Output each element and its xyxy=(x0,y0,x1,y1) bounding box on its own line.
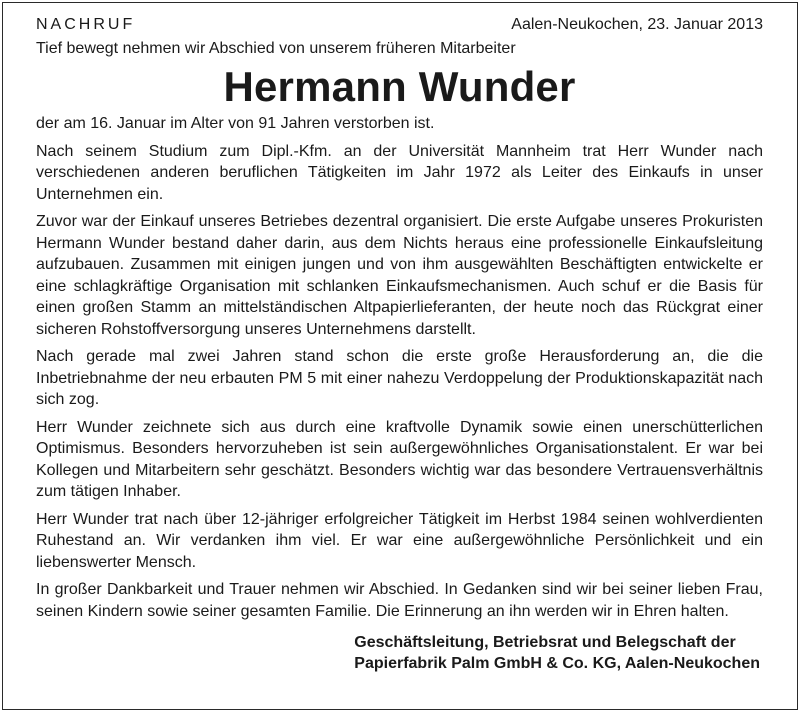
paragraph-retirement: Herr Wunder trat nach über 12-jähriger erfolgreicher Tätigkeit im Herbst 1984 seinen wohlverdienten Ruhestand an. Wir verdanken ihm viel. Er war eine außergewöhnliche Persönlichkeit und ein liebenswerter Mensch. xyxy=(36,510,763,571)
intro-line: Tief bewegt nehmen wir Abschied von unserem früheren Mitarbeiter xyxy=(36,40,516,57)
signature-line-1: Geschäftsleitung, Betriebsrat und Belegschaft der xyxy=(354,634,736,651)
header-row xyxy=(36,14,763,36)
signature-line-2: Papierfabrik Palm GmbH & Co. KG, Aalen-Neukochen xyxy=(354,655,760,672)
signature-block xyxy=(36,632,763,674)
place-date: Aalen-Neukochen, 23. Januar 2013 xyxy=(511,16,763,33)
paragraph-career-start: Nach seinem Studium zum Dipl.-Kfm. an der Universität Mannheim trat Herr Wunder nach verschiedenen anderen beruflichen Tätigkeiten im Jahr 1972 als Leiter des Einkaufs in unser Unternehmen ein. xyxy=(36,142,763,203)
kicker-label: NACHRUF xyxy=(36,16,136,33)
paragraph-farewell: In großer Dankbarkeit und Trauer nehmen wir Abschied. In Gedanken sind wir bei seiner lieben Frau, seinen Kindern sowie seiner gesamten Familie. Die Erinnerung an ihn werden wir in Ehren halten. xyxy=(36,581,763,620)
obituary-content xyxy=(36,14,763,674)
paragraph-character: Herr Wunder zeichnete sich aus durch eine kraftvolle Dynamik sowie einen unerschütterlichen Optimismus. Besonders hervorzuheben ist sein außergewöhnliches Organisationstalent. Er war bei Kollegen und Mitarbeitern sehr geschätzt. Besonders wichtig war das besondere Vertrauensverhältnis zum tätigen Inhaber. xyxy=(36,418,763,500)
paragraph-pm5: Nach gerade mal zwei Jahren stand schon die erste große Herausforderung an, die die Inbetriebnahme der neu erbauten PM 5 mit einer nahezu Verdoppelung der Produktionskapazität nach sich zog. xyxy=(36,348,763,408)
paragraph-purchasing: Zuvor war der Einkauf unseres Betriebes dezentral organisiert. Die erste Aufgabe unseres Prokuristen Hermann Wunder bestand daher darin, aus dem Nichts heraus eine professionelle Einkaufsleitung aufzubauen. Zusammen mit einigen jungen und von ihm ausgewählten Beschäftigten entwickelte er eine schlagkräftige Organisation mit schlanken Einkaufsmechanismen. Auch schuf er die Basis für einen großen Stamm an mittelständischen Altpapierlieferanten, der heute noch das Rückgrat einer sicheren Rohstoffversorgung unseres Unternehmens darstellt. xyxy=(36,213,763,338)
deceased-name: Hermann Wunder xyxy=(223,63,576,110)
paragraph-death-notice: der am 16. Januar im Alter von 91 Jahren verstorben ist. xyxy=(36,115,435,132)
